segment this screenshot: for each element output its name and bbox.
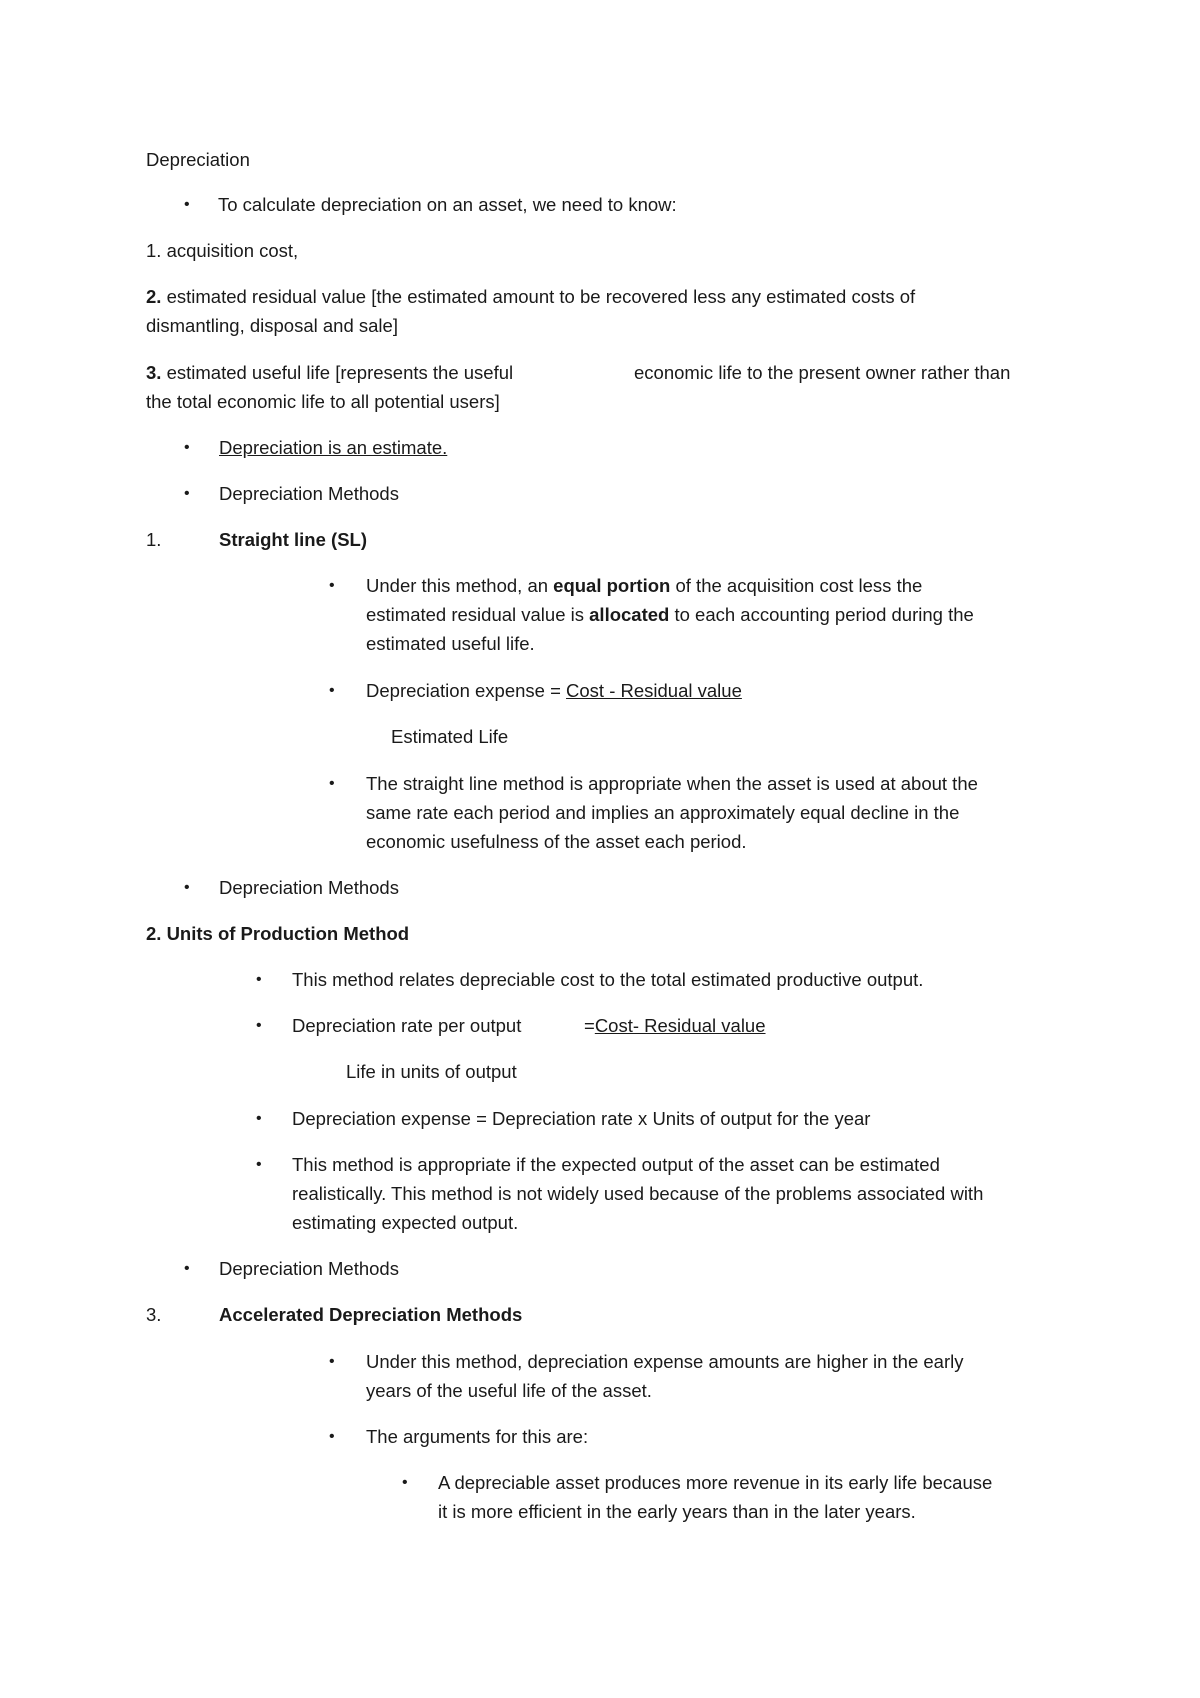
sl-p1-line2-text: estimated residual value is [366, 604, 590, 625]
sl-para-3-line-3: economic usefulness of the asset each period. [366, 831, 747, 852]
uop-para-4-line-3: estimating expected output. [292, 1212, 519, 1233]
acc-para-2: The arguments for this are: [366, 1426, 589, 1447]
bullet-icon: • [329, 682, 335, 699]
uop-rate-denominator: Life in units of output [346, 1061, 517, 1082]
need-item-2-text: estimated residual value [the estimated amount to be recovered less any estimated costs of [161, 286, 916, 307]
uop-rate-numerator: Cost- Residual value [594, 1015, 766, 1036]
acc-sub-1-line-2: it is more efficient in the early years than in the later years. [438, 1501, 916, 1522]
sl-para-3-line-1: The straight line method is appropriate when the asset is used at about the [366, 773, 978, 794]
bullet-icon: • [256, 1110, 262, 1127]
bullet-icon: • [256, 971, 262, 988]
need-item-3-continuation: the total economic life to all potential users] [146, 391, 500, 412]
bullet-icon: • [184, 196, 190, 213]
uop-rate-formula [584, 1014, 766, 1038]
bullet-icon: • [256, 1156, 262, 1173]
bullet-icon: • [184, 439, 190, 456]
sl-p1-bold-equal-portion: equal portion [553, 575, 671, 596]
estimate-note: Depreciation is an estimate. [219, 437, 448, 458]
uop-heading: 2. Units of Production Method [146, 923, 410, 944]
bullet-icon: • [184, 1260, 190, 1277]
acc-para-1-line-1: Under this method, depreciation expense amounts are higher in the early [366, 1351, 964, 1372]
sl-formula [366, 679, 742, 703]
bullet-icon: • [256, 1017, 262, 1034]
sl-p1-bold-allocated: allocated [589, 604, 670, 625]
sl-p1-text-cont: of the acquisition cost less the [670, 575, 923, 596]
uop-rate-equals: = [584, 1015, 595, 1036]
methods-label-1: Depreciation Methods [219, 483, 399, 504]
bullet-icon: • [329, 577, 335, 594]
bullet-icon: • [402, 1474, 408, 1491]
acc-sub-1-line-1: A depreciable asset produces more revenue in its early life because [438, 1472, 993, 1493]
sl-number: 1. [146, 529, 162, 550]
uop-para-4-line-2: realistically. This method is not widely used because of the problems associated with [292, 1183, 984, 1204]
need-item-1: 1. acquisition cost, [146, 240, 299, 261]
need-item-3 [146, 361, 513, 385]
sl-p1-line2-text-cont: to each accounting period during the [669, 604, 974, 625]
need-item-2-number: 2. [146, 286, 162, 307]
sl-formula-label: Depreciation expense = [366, 680, 567, 701]
sl-para-1-line-2 [366, 603, 974, 627]
acc-heading: Accelerated Depreciation Methods [219, 1304, 523, 1325]
acc-number: 3. [146, 1304, 162, 1325]
methods-label-3: Depreciation Methods [219, 1258, 399, 1279]
uop-rate-label: Depreciation rate per output [292, 1015, 522, 1036]
acc-para-1-line-2: years of the useful life of the asset. [366, 1380, 652, 1401]
need-item-2 [146, 285, 915, 309]
methods-label-2: Depreciation Methods [219, 877, 399, 898]
document-title: Depreciation [146, 149, 250, 170]
sl-para-1-line-3: estimated useful life. [366, 633, 535, 654]
need-item-3-number: 3. [146, 362, 162, 383]
sl-formula-denominator: Estimated Life [391, 726, 509, 747]
bullet-icon: • [329, 1353, 335, 1370]
bullet-icon: • [329, 775, 335, 792]
need-item-3-text-a: estimated useful life [represents the useful [161, 362, 514, 383]
sl-formula-numerator: Cost - Residual value [566, 680, 742, 701]
bullet-icon: • [184, 879, 190, 896]
uop-para-4-line-1: This method is appropriate if the expected output of the asset can be estimated [292, 1154, 940, 1175]
uop-para-1: This method relates depreciable cost to the total estimated productive output. [292, 969, 924, 990]
bullet-icon: • [329, 1428, 335, 1445]
sl-para-3-line-2: same rate each period and implies an approximately equal decline in the [366, 802, 960, 823]
bullet-icon: • [184, 485, 190, 502]
need-item-2-continuation: dismantling, disposal and sale] [146, 315, 398, 336]
sl-heading: Straight line (SL) [219, 529, 367, 550]
sl-para-1-line-1 [366, 574, 922, 598]
intro-bullet-text: To calculate depreciation on an asset, we need to know: [218, 194, 677, 215]
uop-expense: Depreciation expense = Depreciation rate x Units of output for the year [292, 1108, 871, 1129]
sl-p1-text: Under this method, an [366, 575, 554, 596]
need-item-3-text-b: economic life to the present owner rather than [634, 362, 1011, 383]
